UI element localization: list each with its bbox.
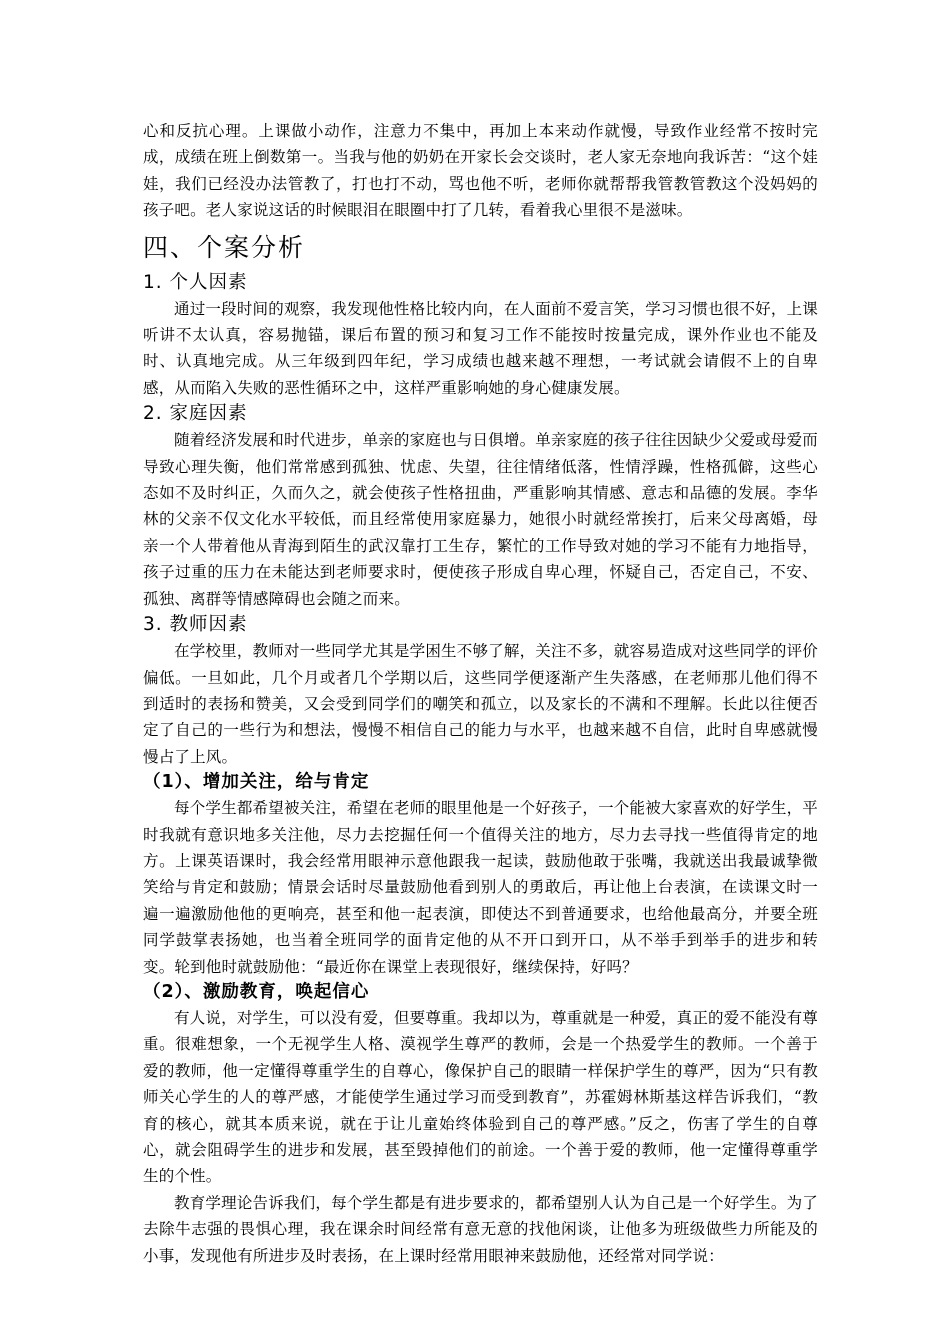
document-page: [143, 118, 818, 1269]
family-factors-paragraph: 随着经济发展和时代进步，单亲的家庭也与日俱增。单亲家庭的孩子往往因缺少父爱或母爱而导致心理失衡，他们常常感到孤独、忧虑、失望，往往情绪低落，性情浮躁，性格孤僻，这些心态如不及时纠正，久而久之，就会使孩子性格扭曲，严重影响其情感、意志和品德的发展。李华林的父亲不仅文化水平较低，而且经常使用家庭暴力，她很小时就经常挨打，后来父母离婚，母亲一个人带着他从青海到陌生的武汉靠打工生存，繁忙的工作导致对她的学习不能有力地指导，孩子过重的压力在未能达到老师要求时，便使孩子形成自卑心理，怀疑自己，否定自己，不安、孤独、离群等情感障碍也会随之而来。: [143, 431, 818, 608]
increase-attention-paragraph: 每个学生都希望被关注，希望在老师的眼里他是一个好孩子，一个能被大家喜欢的好学生，平时我就有意识地多关注他，尽力去挖掘任何一个值得关注的地方，尽力去寻找一些值得肯定的地方。上课英语课时，我会经常用眼神示意他跟我一起读，鼓励他敢于张嘴，我就送出我最诚挚微笑给与肯定和鼓励；情景会话时尽量鼓励他看到别人的勇敢后，再让他上台表演，在读课文时一遍一遍激励他他的更响亮，甚至和他一起表演，即使达不到普通要求，也给他最高分，并要全班同学鼓掌表扬她，也当着全班同学的面肯定他的从不开口到开口，从不举手到举手的进步和转变。轮到他时就鼓励他：“最近你在课堂上表现很好，继续保持，好吗？: [143, 799, 818, 976]
motivational-education-paragraph-2: 教育学理论告诉我们，每个学生都是有进步要求的，都希望别人认为自己是一个好学生。为了去除牛志强的畏惧心理，我在课余时间经常有意无意的找他闲谈，让他多为班级做些力所能及的小事，发现他有所进步及时表扬，在上课时经常用眼神来鼓励他，还经常对同学说：: [143, 1193, 818, 1265]
personal-factors-paragraph: 通过一段时间的观察，我发现他性格比较内向，在人面前不爱言笑，学习习惯也很不好，上课听讲不太认真，容易抛锚，课后布置的预习和复习工作不能按时按量完成，课外作业也不能及时、认真地完成。从三年级到四年纪，学习成绩也越来越不理想，一考试就会请假不上的自卑感，从而陷入失败的恶性循环之中，这样严重影响她的身心健康发展。: [143, 299, 818, 397]
subheading-teacher-factors: 3. 教师因素: [143, 614, 248, 636]
subheading-personal-factors: 1. 个人因素: [143, 271, 248, 293]
intro-paragraph: 心和反抗心理。上课做小动作，注意力不集中，再加上本来动作就慢，导致作业经常不按时完成，成绩在班上倒数第一。当我与他的奶奶在开家长会交谈时，老人家无奈地向我诉苦：“这个娃娃，我们已经没办法管教了，打也打不动，骂也他不听，老师你就帮帮我管教管教这个没妈妈的孩子吧。老人家说这话的时候眼泪在眼圈中打了几转，看着我心里很不是滋味。: [143, 122, 818, 220]
teacher-factors-paragraph: 在学校里，教师对一些同学尤其是学困生不够了解，关注不多，就容易造成对这些同学的评价偏低。一旦如此，几个月或者几个学期以后，这些同学便逐渐产生失落感，在老师那儿他们得不到适时的表扬和赞美，又会受到同学们的嘲笑和孤立，以及家长的不满和不理解。长此以往便否定了自己的一些行为和想法，慢慢不相信自己的能力与水平，也越来越不自信，此时自卑感就慢慢占了上风。: [143, 642, 818, 766]
section-heading-case-analysis: 四、个案分析: [143, 232, 306, 262]
subheading-motivational-education: （2）、激励教育，唤起信心: [143, 981, 370, 1002]
subheading-increase-attention: （1）、增加关注，给与肯定: [143, 772, 370, 793]
subheading-family-factors: 2. 家庭因素: [143, 403, 248, 425]
motivational-education-paragraph-1: 有人说，对学生，可以没有爱，但要尊重。我却以为，尊重就是一种爱，真正的爱不能没有尊重。很难想象，一个无视学生人格、漠视学生尊严的教师，会是一个热爱学生的教师。一个善于爱的教师，他一定懂得尊重学生的自尊心，像保护自己的眼睛一样保护学生的尊严，因为“只有教师关心学生的人的尊严感，才能使学生通过学习而受到教育”，苏霍姆林斯基这样告诉我们，“教育的核心，就其本质来说，就在于让儿童始终体验到自己的尊严感。”反之，伤害了学生的自尊心，就会阻碍学生的进步和发展，甚至毁掉他们的前途。一个善于爱的教师，他一定懂得尊重学生的个性。: [143, 1008, 818, 1186]
